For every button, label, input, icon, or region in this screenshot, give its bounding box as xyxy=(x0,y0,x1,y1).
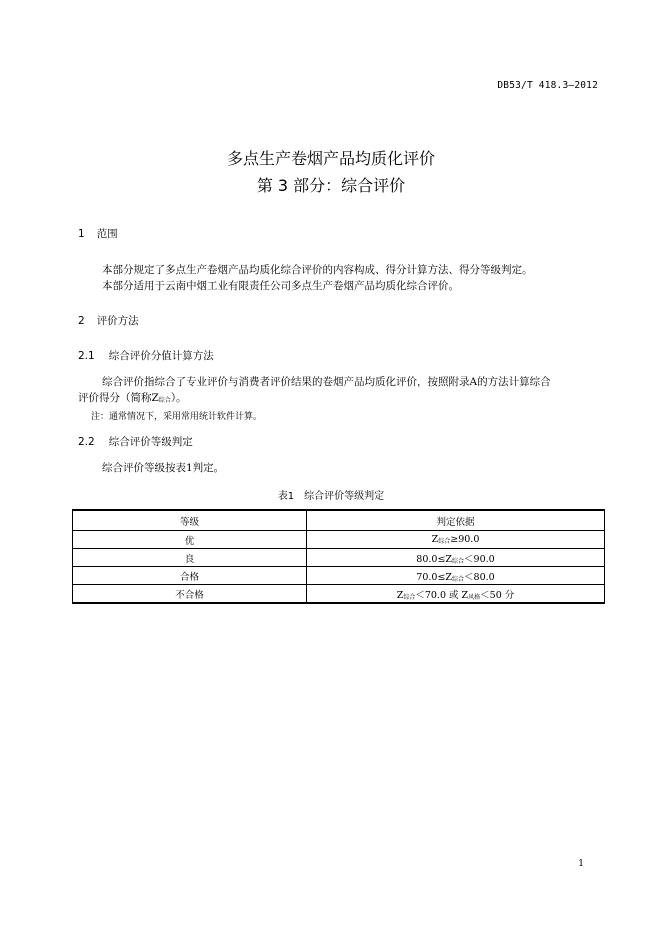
section-2-heading xyxy=(78,313,139,328)
text-fragment: Z xyxy=(431,534,439,545)
grade-cell: 合格 xyxy=(73,567,307,585)
grade-cell: 优 xyxy=(73,531,307,549)
section-2-2-paragraph: 综合评价等级按表1判定。 xyxy=(102,462,225,474)
grade-table xyxy=(72,509,605,604)
section-title: 范围 xyxy=(96,228,118,240)
table-header-criteria: 判定依据 xyxy=(307,510,605,531)
text-fragment: Z xyxy=(396,589,404,601)
section-1-paragraph-1: 本部分规定了多点生产卷烟产品均质化综合评价的内容构成、得分计算方法、得分等级判定。 xyxy=(102,264,533,276)
text-fragment: ＜50 分 xyxy=(480,589,515,601)
table-row xyxy=(73,567,605,585)
text-fragment: ＜80.0 xyxy=(464,571,495,583)
page-number: 1 xyxy=(578,859,584,869)
text-fragment: 80.0≤Z xyxy=(416,553,453,565)
section-1-heading xyxy=(78,226,118,241)
grade-cell: 不合格 xyxy=(73,585,307,604)
table-header-row xyxy=(73,510,605,531)
section-number: 2.2 xyxy=(78,436,95,448)
subscript: 综合 xyxy=(452,575,465,583)
subscript: 综合 xyxy=(438,538,451,545)
text-fragment: ＜90.0 xyxy=(464,553,495,565)
section-2-1-heading xyxy=(78,348,214,363)
criteria-cell xyxy=(307,549,605,567)
table-caption: 表1 综合评价等级判定 xyxy=(277,491,385,502)
subscript: 综合 xyxy=(403,593,416,601)
criteria-cell xyxy=(307,585,605,604)
document-title: 多点生产卷烟产品均质化评价 xyxy=(226,149,435,168)
section-number: 2 xyxy=(78,315,85,327)
text-fragment: 70.0≤Z xyxy=(416,571,453,583)
section-2-1-paragraph-line-2 xyxy=(78,390,187,405)
table-row xyxy=(73,549,605,567)
text-fragment: 评价得分（简称Z xyxy=(78,392,159,404)
subscript: 综合 xyxy=(158,397,171,404)
document-subtitle: 第 3 部分：综合评价 xyxy=(256,176,406,195)
subscript: 风格 xyxy=(468,593,481,601)
section-title: 评价方法 xyxy=(96,315,139,327)
table-header-grade: 等级 xyxy=(73,510,307,531)
text-fragment: ）。 xyxy=(170,392,187,404)
grade-cell: 良 xyxy=(73,549,307,567)
section-number: 1 xyxy=(78,228,85,240)
table-row xyxy=(73,531,605,549)
section-title: 综合评价等级判定 xyxy=(108,436,193,448)
text-fragment: ＜70.0 或 Z xyxy=(415,589,469,601)
section-2-1-paragraph-line-1: 综合评价指综合了专业评价与消费者评价结果的卷烟产品均质化评价，按照附录A的方法计算综合 xyxy=(102,376,551,388)
section-number: 2.1 xyxy=(78,350,95,362)
subscript: 综合 xyxy=(452,557,465,565)
section-2-2-heading xyxy=(78,434,193,449)
table-row xyxy=(73,585,605,604)
criteria-cell xyxy=(307,531,605,549)
section-1-paragraph-2: 本部分适用于云南中烟工业有限责任公司多点生产卷烟产品均质化综合评价。 xyxy=(102,280,459,292)
section-title: 综合评价分值计算方法 xyxy=(108,350,214,362)
criteria-cell xyxy=(307,567,605,585)
note: 注：通常情况下，采用常用统计软件计算。 xyxy=(91,412,263,422)
text-fragment: ≥90.0 xyxy=(450,534,480,545)
document-number: DB53/T 418.3—2012 xyxy=(497,80,598,91)
